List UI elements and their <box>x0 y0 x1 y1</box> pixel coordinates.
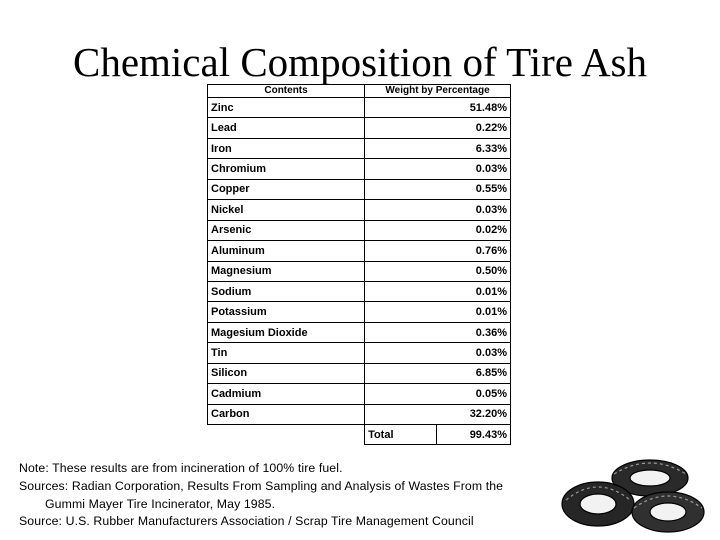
table-row <box>208 118 511 138</box>
table-row <box>208 220 511 240</box>
sources-line-2: Gummi Mayer Tire Incinerator, May 1985. <box>45 496 276 511</box>
table-row <box>208 363 511 383</box>
element-name: Aluminum <box>208 241 365 261</box>
element-name: Sodium <box>208 281 365 301</box>
table-row <box>208 179 511 199</box>
element-name: Tin <box>208 343 365 363</box>
element-name: Silicon <box>208 363 365 383</box>
element-weight: 0.02% <box>365 220 511 240</box>
sources-line-1: Sources: Radian Corporation, Results From Sampling and Analysis of Wastes From the <box>19 478 504 493</box>
element-weight: 0.03% <box>365 159 511 179</box>
table-row <box>208 138 511 158</box>
total-value: 99.43% <box>437 425 511 445</box>
table-row <box>208 302 511 322</box>
table-row <box>208 241 511 261</box>
element-name: Iron <box>208 138 365 158</box>
element-name: Zinc <box>208 98 365 118</box>
notes-block <box>19 460 579 531</box>
table-row <box>208 200 511 220</box>
table-row <box>208 261 511 281</box>
element-name: Potassium <box>208 302 365 322</box>
element-weight: 6.33% <box>365 138 511 158</box>
element-name: Cadmium <box>208 384 365 404</box>
element-weight: 0.50% <box>365 261 511 281</box>
element-name: Nickel <box>208 200 365 220</box>
element-weight: 0.76% <box>365 241 511 261</box>
total-label: Total <box>365 425 437 445</box>
tire-pile-icon <box>558 452 708 536</box>
element-weight: 32.20% <box>365 404 511 424</box>
element-name: Magnesium <box>208 261 365 281</box>
element-name: Lead <box>208 118 365 138</box>
element-weight: 0.36% <box>365 322 511 342</box>
element-weight: 51.48% <box>365 98 511 118</box>
table-body <box>208 98 511 425</box>
composition-table <box>207 84 511 445</box>
element-name: Arsenic <box>208 220 365 240</box>
element-weight: 0.22% <box>365 118 511 138</box>
total-row <box>208 425 511 445</box>
table-row <box>208 404 511 424</box>
source-line-2: Source: U.S. Rubber Manufacturers Association / Scrap Tire Management Council <box>19 514 474 529</box>
table-row <box>208 159 511 179</box>
element-weight: 0.05% <box>365 384 511 404</box>
composition-table-container <box>207 84 511 445</box>
element-name: Copper <box>208 179 365 199</box>
table-row <box>208 343 511 363</box>
header-contents: Contents <box>208 85 365 98</box>
element-name: Chromium <box>208 159 365 179</box>
element-weight: 6.85% <box>365 363 511 383</box>
page-title: Chemical Composition of Tire Ash <box>72 39 648 85</box>
table-row <box>208 384 511 404</box>
element-weight: 0.55% <box>365 179 511 199</box>
table-header-row <box>208 85 511 98</box>
table-row <box>208 98 511 118</box>
element-weight: 0.01% <box>365 302 511 322</box>
element-weight: 0.03% <box>365 200 511 220</box>
element-name: Magesium Dioxide <box>208 322 365 342</box>
element-name: Carbon <box>208 404 365 424</box>
header-weight: Weight by Percentage <box>365 85 511 98</box>
table-row <box>208 322 511 342</box>
note-line: Note: These results are from incineration of 100% tire fuel. <box>19 461 343 475</box>
total-blank-cell <box>208 425 365 445</box>
table-row <box>208 281 511 301</box>
element-weight: 0.01% <box>365 281 511 301</box>
element-weight: 0.03% <box>365 343 511 363</box>
